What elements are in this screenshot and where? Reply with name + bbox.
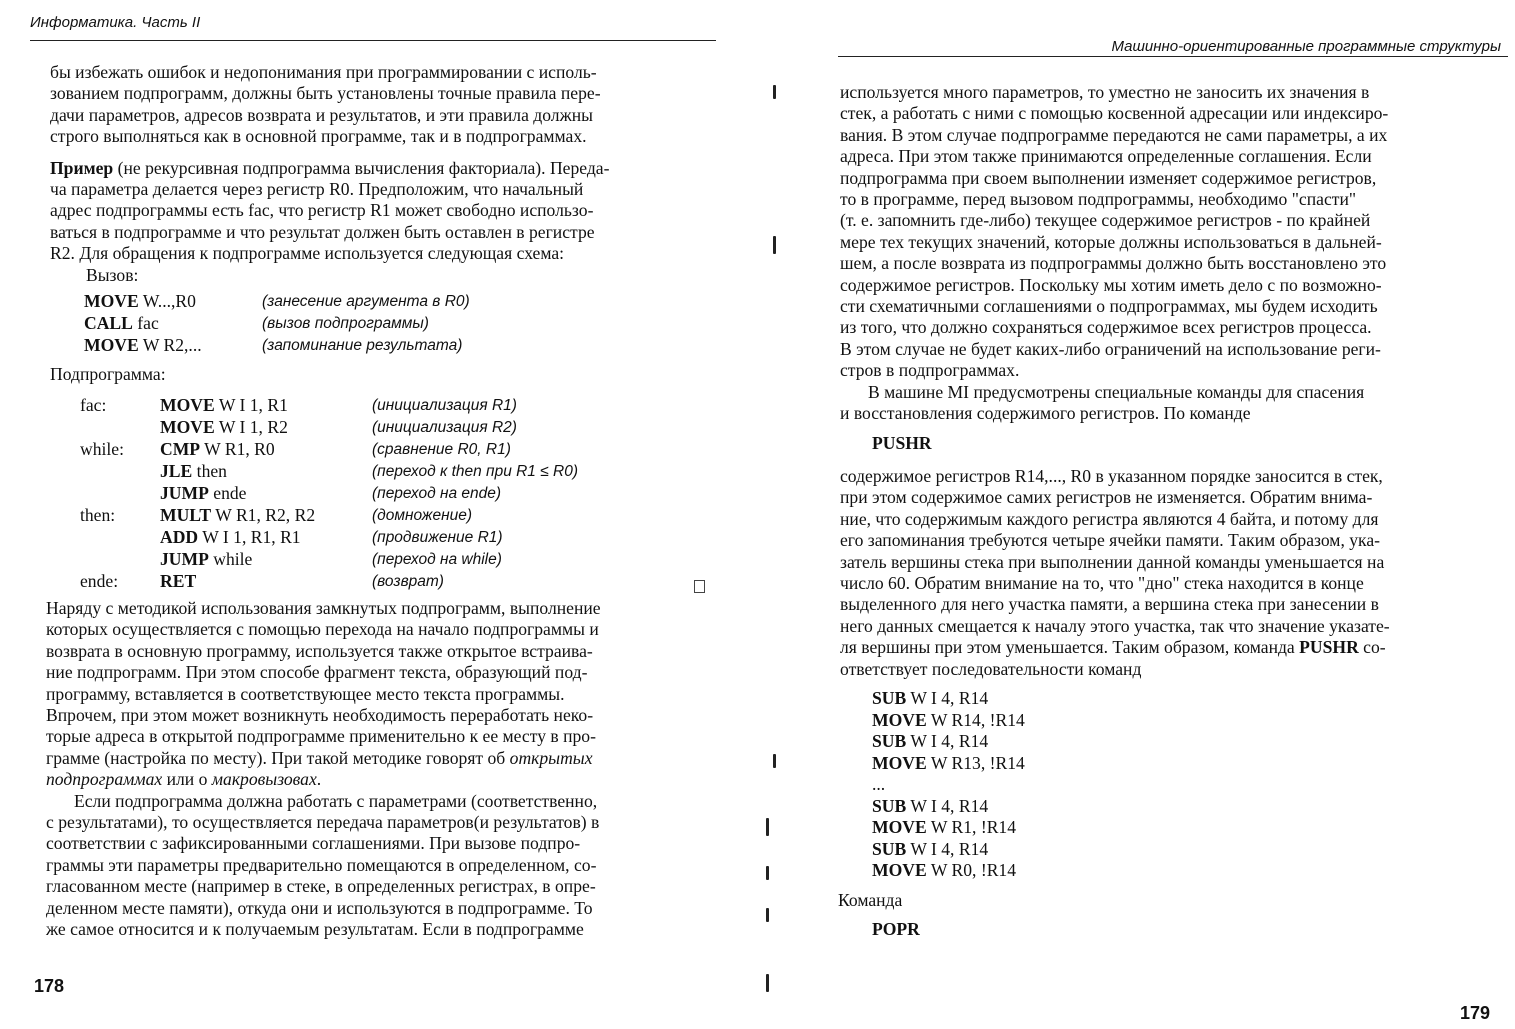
code-args: fac (132, 313, 159, 333)
code-op: SUB (872, 688, 907, 708)
example-line (50, 158, 710, 179)
code-args: ende (208, 483, 247, 503)
text-line: гласованном месте (например в стеке, в определенных регистрах, в опре- (46, 876, 596, 897)
code-row (872, 731, 1172, 753)
spacer (50, 148, 710, 158)
code-row (872, 839, 1172, 861)
text-line: дачи параметров, адресов возврата и результатов, и эти правила должны (50, 104, 593, 125)
code-op: SUB (872, 731, 907, 751)
code-args: W I 1, R1 (214, 395, 288, 415)
code-comment: (домножение) (372, 507, 473, 524)
code-comment: (сравнение R0, R1) (372, 441, 511, 458)
text-line: мере тех текущих значений, которые должны использоваться в дальней- (840, 231, 1382, 252)
code-comment: (переход на while) (372, 551, 502, 568)
code-op: MOVE (84, 335, 139, 355)
text-line: зованием подпрограмм, должны быть установлены точные правила пере- (50, 83, 601, 104)
term-subroutines: подпрограммах (46, 769, 163, 790)
text-line: с результатами), то осуществляется передача параметров(и результатов) в (46, 812, 600, 833)
sub-label: Подпрограмма: (50, 364, 166, 384)
text-line: при этом содержимое самих регистров не изменяется. Обратим внима- (840, 487, 1373, 508)
text-line (46, 748, 706, 769)
code-args: W R1, !R14 (926, 817, 1017, 837)
code-row (80, 395, 700, 417)
code-row (80, 505, 700, 527)
text-line: возврата в основную программу, используется также открытое встраива- (46, 640, 593, 661)
code-row (80, 483, 700, 505)
call-label: Вызов: (86, 264, 139, 285)
text-line: используется много параметров, то уместно не заносить их значения в (840, 82, 1370, 102)
text-line: (т. е. запомнить где-либо) текущее содержимое регистров - по крайней (840, 210, 1371, 231)
text-line: содержимое регистров R14,..., R0 в указанном порядке заносится в стек, (840, 466, 1383, 486)
code-args: W I 1, R2 (214, 417, 288, 437)
code-comment: (переход к then при R1 ≤ R0) (372, 463, 579, 480)
text-line: стров в подпрограммах. (840, 360, 1020, 381)
code-op: MOVE (872, 752, 927, 773)
text-line: Наряду с методикой использования замкнутых подпрограмм, выполнение (46, 598, 601, 618)
code-args: W I 1, R1, R1 (198, 527, 301, 547)
code-args: ... (872, 774, 886, 794)
text-line: граммы эти параметры предварительно помещаются в определенном, со- (46, 854, 597, 875)
text-line: R2. Для обращения к подпрограмме используется следующая схема: (50, 243, 565, 264)
code-comment: (инициализация R1) (372, 397, 517, 414)
code-row (872, 817, 1172, 839)
text-line: программу, вставляется в соответствующее место текста программы. (46, 683, 565, 704)
code-op: MOVE (84, 291, 139, 311)
header-rule (838, 56, 1508, 57)
code-row (872, 860, 1172, 882)
code-op: CMP (160, 439, 201, 459)
code-row (872, 688, 1172, 710)
code-comment: (занесение аргумента в R0) (262, 293, 470, 310)
code-args: W R14, !R14 (926, 709, 1025, 730)
text-line: торые адреса в открытой подпрограмме применительно к ее месту в про- (46, 726, 596, 747)
code-args: W R2,... (138, 335, 202, 355)
text-line: выделенного для него участка памяти, а вершина стека при занесении в (840, 594, 1379, 615)
sub-code-block (80, 395, 700, 593)
code-op: JUMP (160, 549, 209, 569)
text-line: стек, а работать с ними с помощью косвенной адресации или индексиро- (840, 103, 1389, 124)
code-row (872, 774, 1172, 796)
code-label: while: (80, 439, 124, 459)
text-line: бы избежать ошибок и недопонимания при программировании с исполь- (50, 62, 597, 82)
code-comment: (переход на ende) (372, 485, 502, 502)
page-number: 179 (1460, 1003, 1491, 1023)
code-op: MOVE (872, 817, 927, 837)
right-page (760, 0, 1515, 1029)
code-op: JUMP (160, 483, 209, 503)
text-line: ча параметра делается через регистр R0. Предположим, что начальный (50, 179, 584, 200)
code-comment: (инициализация R2) (372, 419, 517, 436)
code-args: W I 4, R14 (906, 688, 989, 708)
text-line: него данных смещается к началу этого участка, так что значение указате- (840, 615, 1390, 636)
right-body (840, 82, 1502, 425)
code-comment: (возврат) (372, 573, 444, 590)
code-label: fac: (80, 395, 107, 415)
text-line: же самое относится и к получаемым результатам. Если в подпрограмме (46, 919, 584, 940)
code-comment: (продвижение R1) (372, 529, 503, 546)
code-op: ADD (160, 527, 199, 547)
text-line: шем, а после возврата из подпрограммы должно быть восстановлено это (840, 253, 1387, 274)
text-line: Впрочем, при этом может возникнуть необходимость переработать неко- (46, 705, 594, 726)
example-label: Пример (50, 157, 114, 178)
code-row (80, 417, 700, 439)
code-op: MOVE (160, 395, 215, 415)
text-line: содержимое регистров. Поскольку мы хотим иметь дело с по возможно- (840, 274, 1382, 295)
code-op: RET (160, 571, 197, 591)
code-row (872, 753, 1172, 775)
code-row (872, 710, 1172, 732)
code-row (80, 461, 700, 483)
text-line: В этом случае не будет каких-либо ограничений на использование реги- (840, 338, 1381, 359)
code-row (80, 571, 700, 593)
text-line: подпрограмма при своем выполнении изменяет содержимое регистров, (840, 167, 1377, 188)
code-row (80, 549, 700, 571)
code-op: CALL (84, 313, 133, 333)
command-label: Команда (838, 890, 903, 910)
code-args: W R0, !R14 (926, 860, 1017, 880)
left-body-2 (46, 598, 706, 941)
term-open: открытых (509, 747, 593, 768)
text-span: или о (162, 769, 212, 790)
end-of-example-square-icon (694, 580, 705, 593)
pushr-code-block (872, 688, 1172, 882)
code-comment: (вызов подпрограммы) (262, 315, 429, 332)
code-args: W I 4, R14 (906, 731, 989, 751)
text-line: из того, что должно сохраняться содержимое всех регистров процесса. (840, 317, 1372, 338)
code-op: MOVE (872, 860, 927, 880)
text-line: вания. В этом случае подпрограмме передаются не сами параметры, а их (840, 124, 1388, 145)
code-args: W I 4, R14 (906, 795, 989, 816)
text-span: . (316, 769, 322, 790)
code-args: W...,R0 (138, 291, 196, 311)
code-op: MOVE (160, 417, 215, 437)
text-line: соответствии с зафиксированными соглашениями. При вызове подпро- (46, 833, 581, 854)
code-row (84, 335, 684, 357)
text-line: его запоминания требуются четыре ячейки памяти. Таким образом, ука- (840, 530, 1380, 551)
code-args: W I 4, R14 (906, 838, 989, 859)
inline-command: PUSHR (1299, 637, 1359, 658)
code-args: W R13, !R14 (926, 752, 1025, 773)
text-line: то в программе, перед вызовом подпрограммы, необходимо "спасти" (840, 189, 1357, 210)
right-body-2 (840, 466, 1502, 680)
text-line: Если подпрограмма должна работать с параметрами (соответственно, (74, 790, 598, 811)
text-line: ответствует последовательности команд (840, 658, 1142, 679)
code-op: MULT (160, 505, 212, 525)
code-op: SUB (872, 795, 907, 816)
code-args: while (208, 549, 253, 569)
text-line: адрес подпрограммы есть fac, что регистр R1 может свободно использо- (50, 200, 594, 221)
header-rule (30, 40, 716, 41)
example-head: (не рекурсивная подпрограмма вычисления факториала). Переда- (113, 157, 610, 178)
code-op: MOVE (872, 709, 927, 730)
text-line: деленном месте памяти), откуда они и используются в подпрограмме. То (46, 897, 593, 918)
command-pushr: PUSHR (872, 433, 932, 453)
call-code-block (84, 291, 684, 357)
code-row (84, 291, 684, 313)
code-args: W R1, R2, R2 (211, 505, 316, 525)
text-line: число 60. Обратим внимание на то, что "дно" стека находится в конце (840, 573, 1364, 594)
text-span: грамме (настройка по месту). При такой методике говорят об (46, 747, 510, 768)
text-line: строго выполняться как в основной программе, так и в подпрограммах. (50, 126, 587, 147)
text-line: адреса. При этом также принимаются определенные соглашения. Если (840, 146, 1372, 167)
code-label: then: (80, 505, 116, 525)
text-line (840, 637, 1502, 658)
left-page (0, 0, 740, 1029)
code-row (872, 796, 1172, 818)
text-line: сти схематичными соглашениями о подпрограммах, мы будем исходить (840, 296, 1378, 317)
left-body (50, 62, 710, 286)
text-line: ние подпрограмм. При этом способе фрагмент текста, образующий под- (46, 662, 588, 683)
text-span: ля вершины при этом уменьшается. Таким образом, команда (840, 637, 1300, 658)
running-header: Машинно-ориентированные программные структуры (1111, 38, 1501, 55)
text-line: ваться в подпрограмме и что результат должен быть оставлен в регистре (50, 221, 595, 242)
code-comment: (запоминание результата) (262, 337, 463, 354)
code-op: SUB (872, 838, 907, 859)
code-op: JLE (160, 461, 193, 481)
text-line: В машине MI предусмотрены специальные команды для спасения (868, 381, 1365, 402)
text-span: со- (1358, 637, 1386, 658)
code-row (84, 313, 684, 335)
text-line: затель вершины стека при выполнении данной команды уменьшается на (840, 551, 1385, 572)
code-label: ende: (80, 571, 119, 591)
command-popr: POPR (872, 919, 920, 939)
code-row (80, 527, 700, 549)
code-row (80, 439, 700, 461)
text-line: которых осуществляется с помощью перехода на начало подпрограммы и (46, 619, 599, 640)
page-number: 178 (34, 976, 65, 996)
text-line (46, 769, 706, 790)
running-header: Информатика. Часть II (30, 14, 201, 31)
code-args: W R1, R0 (200, 439, 275, 459)
term-macrocalls: макровызовах (211, 769, 317, 790)
code-args: then (192, 461, 227, 481)
text-line: и восстановления содержимого регистров. По команде (840, 403, 1251, 424)
text-line: ние, что содержимым каждого регистра являются 4 байта, и потому для (840, 508, 1379, 529)
